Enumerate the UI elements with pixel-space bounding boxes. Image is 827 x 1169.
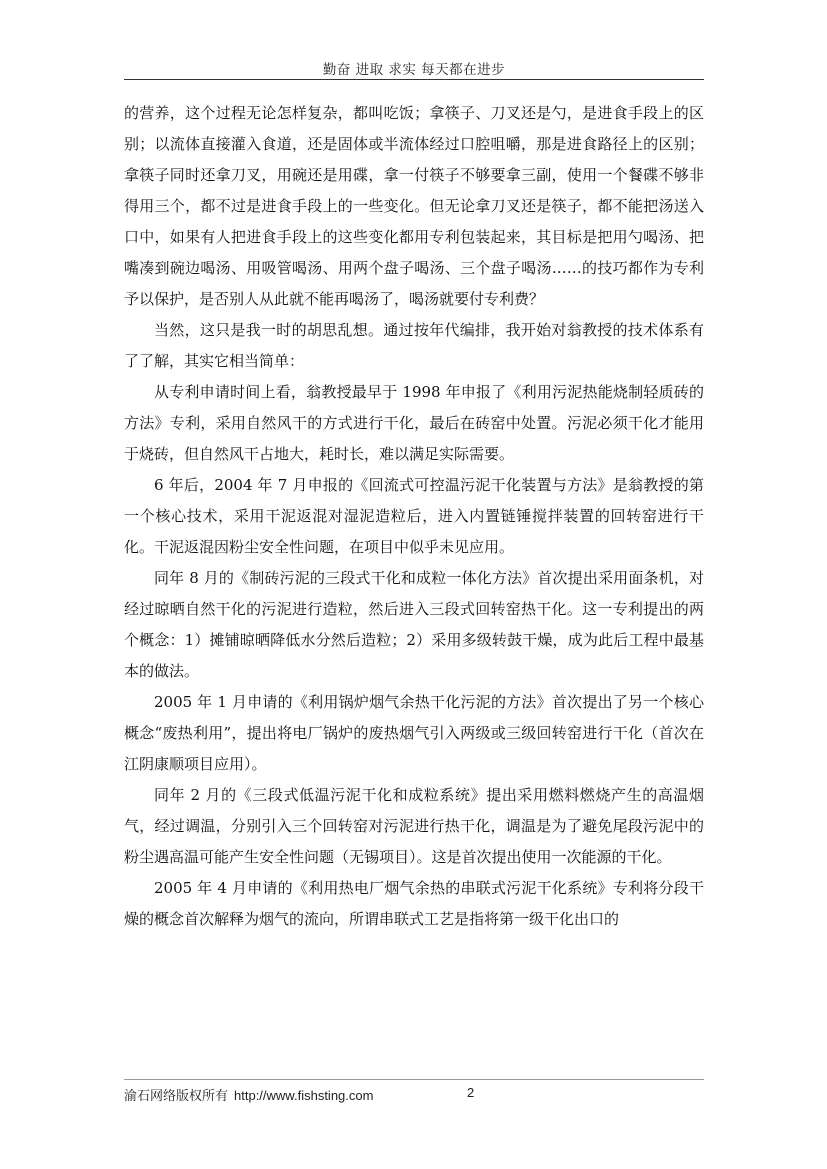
page-number: 2 [467, 1085, 475, 1100]
body-text [124, 98, 704, 935]
footer-copyright [124, 1085, 373, 1104]
paragraph-2: 当然，这只是我一时的胡思乱想。通过按年代编排，我开始对翁教授的技术体系有了了解，其实它相当简单： [124, 321, 704, 370]
paragraph-7: 同年 2 月的《三段式低温污泥干化和成粒系统》提出采用燃料燃烧产生的高温烟气，经过调温，分别引入三个回转窑对污泥进行热干化，调温是为了避免尾段污泥中的粉尘遇高温可能产生安全性问题（无锡项目）。这是首次提出使用一次能源的干化。 [124, 786, 704, 866]
paragraph-6: 2005 年 1 月申请的《利用锅炉烟气余热干化污泥的方法》首次提出了另一个核心概念“废热利用”，提出将电厂锅炉的废热烟气引入两级或三级回转窑进行干化（首次在江阴康顺项目应用）。 [124, 693, 704, 773]
paragraph-4: 6 年后，2004 年 7 月申报的《回流式可控温污泥干化装置与方法》是翁教授的第一个核心技术，采用干泥返混对湿泥造粒后，进入内置链锤搅拌装置的回转窑进行干化。干泥返混因粉尘安全性问题，在项目中似乎未见应用。 [124, 476, 704, 556]
paragraph-5: 同年 8 月的《制砖污泥的三段式干化和成粒一体化方法》首次提出采用面条机，对经过晾晒自然干化的污泥进行造粒，然后进入三段式回转窑热干化。这一专利提出的两个概念：1）摊铺晾晒降低水分然后造粒；2）采用多级转鼓干燥，成为此后工程中最基本的做法。 [124, 569, 704, 680]
copyright-text: 渝石网络版权所有 [124, 1089, 229, 1104]
paragraph-3: 从专利申请时间上看，翁教授最早于 1998 年申报了《利用污泥热能烧制轻质砖的方法》专利，采用自然风干的方式进行干化，最后在砖窑中处置。污泥必须干化才能用于烧砖，但自然风干占地大，耗时长，难以满足实际需要。 [124, 383, 704, 463]
footer-url: http://www.fishsting.com [234, 1088, 374, 1103]
header-slogan: 勤奋 进取 求实 每天都在进步 [322, 62, 506, 78]
footer-divider [124, 1079, 704, 1080]
header-divider [124, 79, 704, 80]
paragraph-8: 2005 年 4 月申请的《利用热电厂烟气余热的串联式污泥干化系统》专利将分段干燥的概念首次解释为烟气的流向，所谓串联式工艺是指将第一级干化出口的 [124, 879, 704, 928]
paragraph-1: 的营养，这个过程无论怎样复杂，都叫吃饭；拿筷子、刀叉还是勺，是进食手段上的区别；以流体直接灌入食道，还是固体或半流体经过口腔咀嚼，那是进食路径上的区别；拿筷子同时还拿刀叉，用碗还是用碟，拿一付筷子不够要拿三副，使用一个餐碟不够非得用三个，都不过是进食手段上的一些变化。但无论拿刀叉还是筷子，都不能把汤送入口中，如果有人把进食手段上的这些变化都用专利包装起来，其目标是把用勺喝汤、把嘴凑到碗边喝汤、用吸管喝汤、用两个盘子喝汤、三个盘子喝汤……的技巧都作为专利予以保护，是否别人从此就不能再喝汤了，喝汤就要付专利费？ [124, 104, 704, 308]
